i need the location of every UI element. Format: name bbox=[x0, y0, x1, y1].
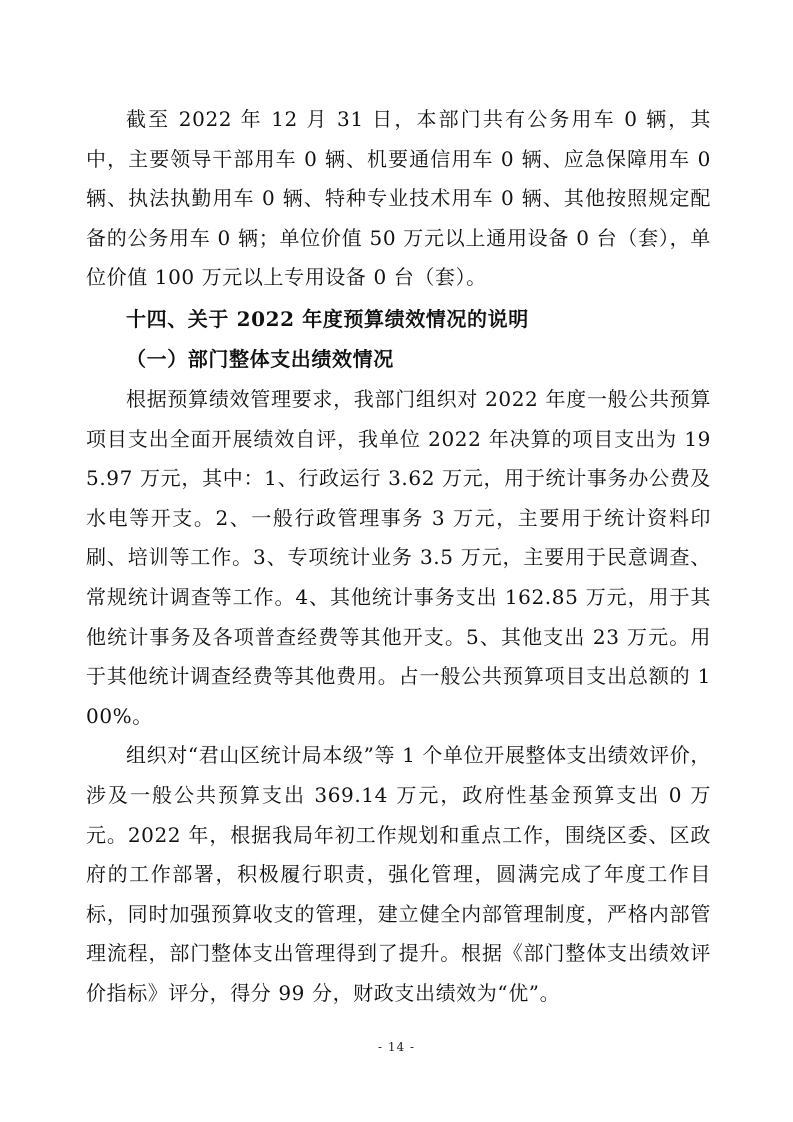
paragraph-project-expenditure: 根据预算绩效管理要求，我部门组织对 2022 年度一般公共预算项目支出全面开展绩效自评，我单位 2022 年决算的项目支出为 195.97 万元，其中：1、行政运行 3.62 万元，用于统计事务办公费及水电等开支。2、一般行政管理事务 3 万元，主要用于统计资料印刷、培训等工作。3、专项统计业务 3.5 万元，主要用于民意调查、常规统计调查等工作。4、其他统计事务支出 162.85 万元，用于其他统计事务及各项普查经费等其他开支。5、其他支出 23 万元。用于其他统计调查经费等其他费用。占一般公共预算项目支出总额的 100%。 bbox=[86, 386, 711, 728]
subsection-heading-1: （一）部门整体支出绩效情况 bbox=[126, 346, 394, 371]
page-number: - 14 - bbox=[377, 1040, 415, 1054]
document-body bbox=[86, 100, 711, 1013]
paragraph-overall-evaluation: 组织对“君山区统计局本级”等 1 个单位开展整体支出绩效评价，涉及一般公共预算支出 369.14 万元，政府性基金预算支出 0 万元。2022 年，根据我局年初工作规划和重点工作，围绕区委、区政府的工作部署，积极履行职责，强化管理，圆满完成了年度工作目标，同时加强预算收支的管理，建立健全内部管理制度，严格内部管理流程，部门整体支出管理得到了提升。根据《部门整体支出绩效评价指标》评分，得分 99 分，财政支出绩效为“优”。 bbox=[86, 743, 711, 1005]
paragraph-vehicles-equipment: 截至 2022 年 12 月 31 日，本部门共有公务用车 0 辆，其中，主要领导干部用车 0 辆、机要通信用车 0 辆、应急保障用车 0 辆、执法执勤用车 0 辆、特种专业技术用车 0 辆、其他按照规定配备的公务用车 0 辆；单位价值 50 万元以上通用设备 0 台（套），单位价值 100 万元以上专用设备 0 台（套）。 bbox=[86, 107, 711, 290]
section-heading-14: 十四、关于 2022 年度预算绩效情况的说明 bbox=[126, 306, 529, 331]
